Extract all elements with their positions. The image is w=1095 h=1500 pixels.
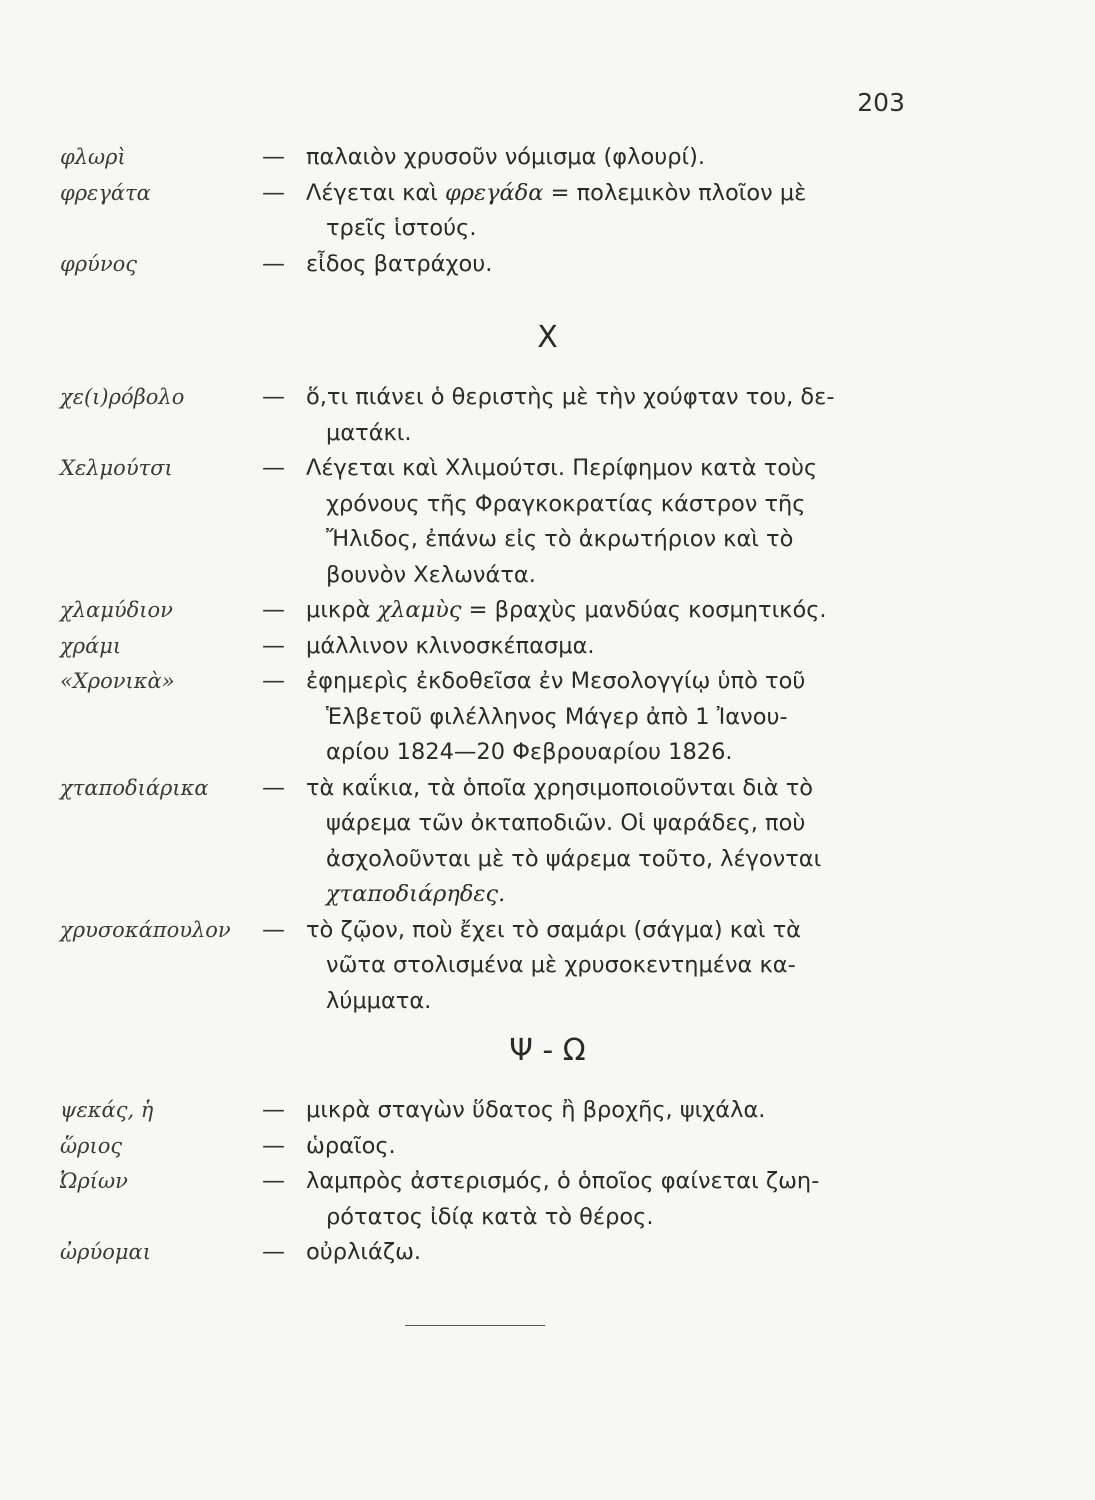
entry-cheirovolo bbox=[0, 380, 1095, 451]
entry-definition: τὰ καΐκια, τὰ ὁποῖα χρησιμοποιοῦνται διὰ τὸ ψάρεμα τῶν ὀκταποδιῶν. Οἱ ψαράδες, ποὺ ἀσχολοῦνται μὲ τὸ ψάρεμα τοῦτο, λέγονται χταποδιάρηδες. bbox=[306, 774, 822, 907]
entry-term: χλαμύδιον bbox=[60, 598, 173, 622]
entry-dash: — bbox=[262, 144, 285, 170]
entry-dash: — bbox=[262, 1239, 285, 1265]
entry-definition: μάλλινον κλινοσκέπασμα. bbox=[306, 632, 595, 659]
entry-definition: τὸ ζῷον, ποὺ ἔχει τὸ σαμάρι (σάγμα) καὶ τὰ νῶτα στολισμένα μὲ χρυσοκεντημένα κα- λύμματα. bbox=[306, 916, 801, 1014]
entry-definition: εἶδος βατράχου. bbox=[306, 250, 493, 277]
entry-definition: Λέγεται καὶ Χλιμούτσι. Περίφημον κατὰ τοὺς χρόνους τῆς Φραγκοκρατίας κάστρον τῆς Ἤλιδος, ἐπάνω εἰς τὸ ἀκρωτήριον καὶ τὸ βουνὸν Χελωνάτα. bbox=[306, 455, 818, 588]
entry-definition: μικρὰ σταγὼν ὕδατος ἢ βροχῆς, ψιχάλα. bbox=[306, 1097, 766, 1123]
entry-chronika bbox=[0, 664, 1095, 771]
section-chi bbox=[0, 380, 1095, 1019]
entry-flori bbox=[0, 140, 1095, 176]
entry-term: ψεκάς, ἡ bbox=[60, 1098, 154, 1122]
entry-dash: — bbox=[262, 1168, 285, 1194]
entry-dash: — bbox=[262, 668, 285, 694]
entry-orion bbox=[0, 1164, 1095, 1235]
entry-term: Χελμούτσι bbox=[60, 456, 173, 480]
entry-term: φρεγάτα bbox=[60, 180, 151, 205]
page-number: 203 bbox=[857, 88, 905, 117]
end-rule bbox=[405, 1325, 545, 1326]
section-phi bbox=[0, 140, 1095, 282]
entry-term: «Χρονικὰ» bbox=[60, 669, 175, 693]
entry-oryomai bbox=[0, 1235, 1095, 1271]
entry-term: φλωρὶ bbox=[60, 145, 126, 169]
entry-dash: — bbox=[262, 916, 285, 943]
entry-dash: — bbox=[262, 1132, 285, 1159]
entry-frynos bbox=[0, 247, 1095, 283]
entry-term: Ὠρίων bbox=[60, 1169, 128, 1193]
entry-definition: παλαιὸν χρυσοῦν νόμισμα (φλουρί). bbox=[306, 144, 706, 170]
entry-dash: — bbox=[262, 384, 285, 410]
section-psi-omega bbox=[0, 1093, 1095, 1271]
entry-definition: οὐρλιάζω. bbox=[306, 1239, 422, 1265]
entry-definition: λαμπρὸς ἀστερισμός, ὁ ὁποῖος φαίνεται ζωη- ρότατος ἰδίᾳ κατὰ τὸ θέρος. bbox=[306, 1168, 820, 1230]
entry-chtapodiarika bbox=[0, 771, 1095, 913]
entry-chelmoutsi bbox=[0, 451, 1095, 593]
entry-dash: — bbox=[262, 597, 285, 623]
entry-term: ὠρύομαι bbox=[60, 1240, 151, 1264]
entry-psekas bbox=[0, 1093, 1095, 1129]
entry-dash: — bbox=[262, 250, 285, 277]
entry-horios bbox=[0, 1129, 1095, 1165]
entry-dash: — bbox=[262, 455, 285, 481]
entry-dash: — bbox=[262, 1097, 285, 1123]
entry-term: φρύνος bbox=[60, 251, 137, 276]
entry-chrysokapoulon bbox=[0, 913, 1095, 1020]
entry-definition: ὅ,τι πιάνει ὁ θεριστὴς μὲ τὴν χούφταν του, δε- ματάκι. bbox=[306, 384, 835, 446]
entry-fregata bbox=[0, 176, 1095, 247]
entry-dash: — bbox=[262, 179, 285, 206]
letter-heading-psi-omega: Ψ - Ω bbox=[509, 1033, 586, 1068]
entry-term: χε(ι)ρόβολο bbox=[60, 385, 185, 409]
entry-definition: ἐφημερὶς ἐκδοθεῖσα ἐν Μεσολογγίῳ ὑπὸ τοῦ Ἑλβετοῦ φιλέλληνος Μάγερ ἀπὸ 1 Ἰανου- αρίου 1824—20 Φεβρουαρίου 1826. bbox=[306, 668, 806, 765]
entry-chrami bbox=[0, 629, 1095, 665]
entry-term: χταποδιάρικα bbox=[60, 775, 209, 800]
entry-term: χρυσοκάπουλον bbox=[60, 917, 231, 942]
entry-term: ὥριος bbox=[60, 1133, 123, 1158]
entry-definition: ὡραῖος. bbox=[306, 1132, 396, 1159]
entry-chlamydion bbox=[0, 593, 1095, 629]
entry-dash: — bbox=[262, 774, 285, 801]
entry-dash: — bbox=[262, 632, 285, 659]
letter-heading-chi: Χ bbox=[537, 320, 558, 355]
entry-definition: Λέγεται καὶ φρεγάδα = πολεμικὸν πλοῖον μὲ τρεῖς ἱστούς. bbox=[306, 179, 807, 241]
entry-definition: μικρὰ χλαμὺς = βραχὺς μανδύας κοσμητικός. bbox=[306, 597, 827, 623]
entry-term: χράμι bbox=[60, 633, 122, 658]
